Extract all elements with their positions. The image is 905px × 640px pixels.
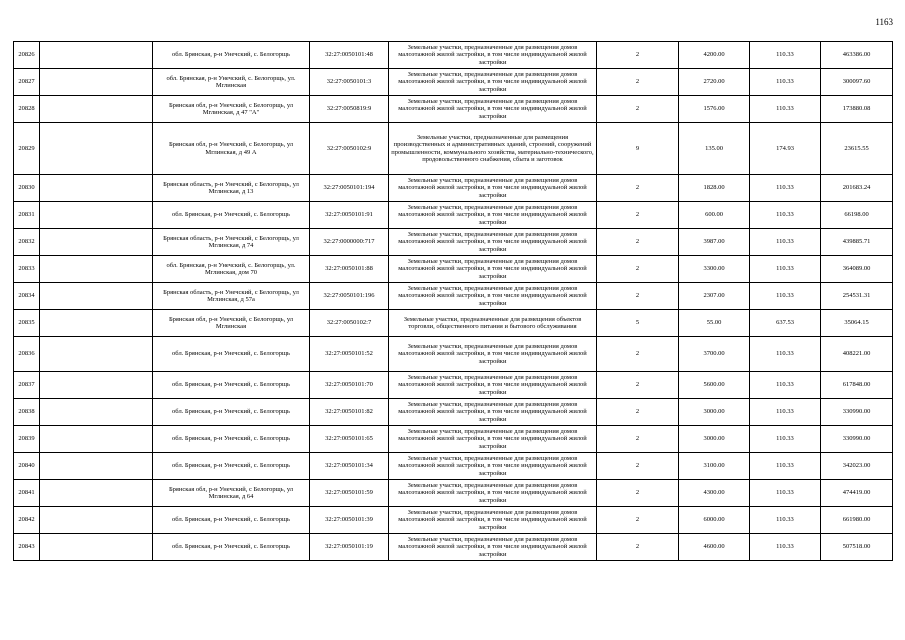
rate-cell: 110.33 [750,453,821,480]
group-cell: 2 [597,283,679,310]
rate-cell: 110.33 [750,534,821,561]
record-id: 20841 [14,480,40,507]
land-category-cell: Земельные участки, предназначенные для размещения объектов торговли, общественного питания и бытового обслуживания [389,310,597,337]
area-cell: 1576.00 [679,96,750,123]
group-cell: 2 [597,372,679,399]
record-id: 20843 [14,534,40,561]
table-row [14,534,893,561]
cadastral-value-cell: 463386.00 [821,42,893,69]
group-cell: 2 [597,426,679,453]
address-cell: обл. Брянская, р-н Унечский, с. Белогорщь [153,202,310,229]
rate-cell: 110.33 [750,507,821,534]
cadastral-number-cell: 32:27:0050101:82 [310,399,389,426]
land-category-cell: Земельные участки, предназначенные для размещения домов малоэтажной жилой застройки, в том числе индивидуальной жилой застройки [389,480,597,507]
record-id: 20828 [14,96,40,123]
area-cell: 55.00 [679,310,750,337]
cadastral-value-cell: 23615.55 [821,123,893,175]
table-row [14,256,893,283]
empty-cell [40,69,153,96]
group-cell: 2 [597,534,679,561]
cadastral-number-cell: 32:27:0000000:717 [310,229,389,256]
address-cell: обл. Брянская, р-н Унечский, с. Белогорщь [153,399,310,426]
group-cell: 2 [597,175,679,202]
record-id: 20830 [14,175,40,202]
group-cell: 2 [597,229,679,256]
table-row [14,42,893,69]
cadastral-value-cell: 300097.60 [821,69,893,96]
area-cell: 3300.00 [679,256,750,283]
cadastral-number-cell: 32:27:0050101:70 [310,372,389,399]
record-id: 20839 [14,426,40,453]
record-id: 20838 [14,399,40,426]
table-row [14,229,893,256]
cadastral-number-cell: 32:27:0050101:19 [310,534,389,561]
empty-cell [40,42,153,69]
address-cell: обл. Брянская, р-н Унечский, с. Белогорщь [153,426,310,453]
table-row [14,426,893,453]
cadastral-value-cell: 201683.24 [821,175,893,202]
rate-cell: 110.33 [750,337,821,372]
area-cell: 2720.00 [679,69,750,96]
cadastral-number-cell: 32:27:0050101:48 [310,42,389,69]
land-category-cell: Земельные участки, предназначенные для размещения домов малоэтажной жилой застройки, в том числе индивидуальной жилой застройки [389,399,597,426]
rate-cell: 174.93 [750,123,821,175]
land-category-cell: Земельные участки, предназначенные для размещения домов малоэтажной жилой застройки, в том числе индивидуальной жилой застройки [389,69,597,96]
cadastral-number-cell: 32:27:0050101:196 [310,283,389,310]
rate-cell: 110.33 [750,372,821,399]
record-id: 20836 [14,337,40,372]
land-category-cell: Земельные участки, предназначенные для размещения домов малоэтажной жилой застройки, в том числе индивидуальной жилой застройки [389,453,597,480]
group-cell: 5 [597,310,679,337]
record-id: 20833 [14,256,40,283]
area-cell: 2307.00 [679,283,750,310]
table-row [14,69,893,96]
group-cell: 9 [597,123,679,175]
address-cell: Брянская область, р-н Унечский, с Белогорщь, ул Мглинская, д 74 [153,229,310,256]
address-cell: обл. Брянская, р-н Унечский, с. Белогорщь [153,507,310,534]
address-cell: обл. Брянская, р-н Унечский, с. Белогорщь [153,42,310,69]
record-id: 20827 [14,69,40,96]
empty-cell [40,256,153,283]
address-cell: обл. Брянская, р-н Унечский, с. Белогорщь [153,534,310,561]
empty-cell [40,310,153,337]
empty-cell [40,507,153,534]
cadastral-number-cell: 32:27:0050102:7 [310,310,389,337]
land-category-cell: Земельные участки, предназначенные для размещения домов малоэтажной жилой застройки, в том числе индивидуальной жилой застройки [389,175,597,202]
cadastral-number-cell: 32:27:0050101:52 [310,337,389,372]
area-cell: 3700.00 [679,337,750,372]
cadastral-number-cell: 32:27:0050101:65 [310,426,389,453]
land-category-cell: Земельные участки, предназначенные для размещения домов малоэтажной жилой застройки, в том числе индивидуальной жилой застройки [389,202,597,229]
land-category-cell: Земельные участки, предназначенные для размещения домов малоэтажной жилой застройки, в том числе индивидуальной жилой застройки [389,283,597,310]
area-cell: 6000.00 [679,507,750,534]
rate-cell: 110.33 [750,202,821,229]
area-cell: 3100.00 [679,453,750,480]
group-cell: 2 [597,337,679,372]
address-cell: Брянская обл, р-н Унечский, с Белогорщь, ул Мглинская, д 49 А [153,123,310,175]
cadastral-value-cell: 173880.08 [821,96,893,123]
cadastral-value-cell: 474419.00 [821,480,893,507]
rate-cell: 110.33 [750,399,821,426]
land-category-cell: Земельные участки, предназначенные для размещения домов малоэтажной жилой застройки, в том числе индивидуальной жилой застройки [389,534,597,561]
area-cell: 3000.00 [679,426,750,453]
table-row [14,175,893,202]
group-cell: 2 [597,96,679,123]
land-category-cell: Земельные участки, предназначенные для размещения домов малоэтажной жилой застройки, в том числе индивидуальной жилой застройки [389,337,597,372]
land-category-cell: Земельные участки, предназначенные для размещения домов малоэтажной жилой застройки, в том числе индивидуальной жилой застройки [389,507,597,534]
area-cell: 600.00 [679,202,750,229]
land-category-cell: Земельные участки, предназначенные для размещения домов малоэтажной жилой застройки, в том числе индивидуальной жилой застройки [389,229,597,256]
cadastral-value-cell: 364089.00 [821,256,893,283]
table-row [14,507,893,534]
rate-cell: 110.33 [750,42,821,69]
address-cell: Брянская обл, р-н Унечский, с Белогорщь, ул Мглинская [153,310,310,337]
land-category-cell: Земельные участки, предназначенные для размещения домов малоэтажной жилой застройки, в том числе индивидуальной жилой застройки [389,426,597,453]
record-id: 20837 [14,372,40,399]
land-category-cell: Земельные участки, предназначенные для размещения домов малоэтажной жилой застройки, в том числе индивидуальной жилой застройки [389,96,597,123]
record-id: 20835 [14,310,40,337]
address-cell: Брянская область, р-н Унечский, с Белогорщь, ул Мглинская, д 13 [153,175,310,202]
empty-cell [40,96,153,123]
cadastral-value-cell: 330990.00 [821,426,893,453]
group-cell: 2 [597,69,679,96]
cadastral-value-cell: 35064.15 [821,310,893,337]
rate-cell: 110.33 [750,229,821,256]
record-id: 20826 [14,42,40,69]
group-cell: 2 [597,42,679,69]
cadastral-number-cell: 32:27:0050101:59 [310,480,389,507]
rate-cell: 110.33 [750,96,821,123]
cadastral-value-cell: 330990.00 [821,399,893,426]
table-row [14,123,893,175]
group-cell: 2 [597,453,679,480]
area-cell: 4300.00 [679,480,750,507]
cadastral-number-cell: 32:27:0050101:3 [310,69,389,96]
table-row [14,310,893,337]
cadastral-value-cell: 342023.00 [821,453,893,480]
land-registry-table [13,41,893,561]
cadastral-value-cell: 254531.31 [821,283,893,310]
empty-cell [40,399,153,426]
table-row [14,202,893,229]
cadastral-number-cell: 32:27:0050101:194 [310,175,389,202]
cadastral-number-cell: 32:27:0050101:34 [310,453,389,480]
cadastral-value-cell: 66198.00 [821,202,893,229]
empty-cell [40,337,153,372]
rate-cell: 637.53 [750,310,821,337]
empty-cell [40,453,153,480]
empty-cell [40,283,153,310]
empty-cell [40,175,153,202]
empty-cell [40,426,153,453]
rate-cell: 110.33 [750,426,821,453]
record-id: 20829 [14,123,40,175]
record-id: 20831 [14,202,40,229]
address-cell: обл. Брянская, р-н Унечский, с. Белогорщь, ул. Мглинская [153,69,310,96]
record-id: 20840 [14,453,40,480]
address-cell: обл. Брянская, р-н Унечский, с. Белогорщь [153,453,310,480]
cadastral-number-cell: 32:27:0050101:88 [310,256,389,283]
cadastral-value-cell: 617848.00 [821,372,893,399]
address-cell: Брянская обл, р-н Унечский, с Белогорщь, ул Мглинская, д 64 [153,480,310,507]
table-row [14,283,893,310]
address-cell: Брянская обл, р-н Унечский, с Белогорщь, ул Мглинская, д 47 "А" [153,96,310,123]
rate-cell: 110.33 [750,283,821,310]
address-cell: обл. Брянская, р-н Унечский, с. Белогорщь [153,372,310,399]
area-cell: 1828.00 [679,175,750,202]
land-category-cell: Земельные участки, предназначенные для размещения домов малоэтажной жилой застройки, в том числе индивидуальной жилой застройки [389,372,597,399]
area-cell: 4600.00 [679,534,750,561]
group-cell: 2 [597,202,679,229]
empty-cell [40,372,153,399]
table-row [14,480,893,507]
rate-cell: 110.33 [750,256,821,283]
group-cell: 2 [597,256,679,283]
cadastral-number-cell: 32:27:0050102:9 [310,123,389,175]
cadastral-value-cell: 507518.00 [821,534,893,561]
area-cell: 3987.00 [679,229,750,256]
cadastral-number-cell: 32:27:0050819:9 [310,96,389,123]
area-cell: 3000.00 [679,399,750,426]
table-row [14,372,893,399]
rate-cell: 110.33 [750,69,821,96]
address-cell: Брянская область, р-н Унечский, с Белогорщь, ул Мглинская, д 57а [153,283,310,310]
address-cell: обл. Брянская, р-н Унечский, с. Белогорщь [153,337,310,372]
table-row [14,96,893,123]
record-id: 20842 [14,507,40,534]
table-row [14,337,893,372]
record-id: 20834 [14,283,40,310]
cadastral-number-cell: 32:27:0050101:39 [310,507,389,534]
rate-cell: 110.33 [750,175,821,202]
record-id: 20832 [14,229,40,256]
area-cell: 135.00 [679,123,750,175]
rate-cell: 110.33 [750,480,821,507]
land-category-cell: Земельные участки, предназначенные для размещения домов малоэтажной жилой застройки, в том числе индивидуальной жилой застройки [389,42,597,69]
group-cell: 2 [597,480,679,507]
address-cell: обл. Брянская, р-н Унечский, с. Белогорщь, ул. Мглинская, дом 70 [153,256,310,283]
group-cell: 2 [597,507,679,534]
land-category-cell: Земельные участки, предназначенные для размещения производственных и административных зданий, строений, сооружений промышленности, коммунального хозяйства, материально-технического, продовольственного снабжения, сбыта и заготовок [389,123,597,175]
empty-cell [40,123,153,175]
cadastral-value-cell: 408221.00 [821,337,893,372]
cadastral-number-cell: 32:27:0050101:91 [310,202,389,229]
table-row [14,399,893,426]
cadastral-value-cell: 661980.00 [821,507,893,534]
table-row [14,453,893,480]
cadastral-value-cell: 439885.71 [821,229,893,256]
land-category-cell: Земельные участки, предназначенные для размещения домов малоэтажной жилой застройки, в том числе индивидуальной жилой застройки [389,256,597,283]
page-number: 1163 [875,17,893,27]
area-cell: 5600.00 [679,372,750,399]
empty-cell [40,534,153,561]
empty-cell [40,229,153,256]
area-cell: 4200.00 [679,42,750,69]
empty-cell [40,480,153,507]
empty-cell [40,202,153,229]
group-cell: 2 [597,399,679,426]
